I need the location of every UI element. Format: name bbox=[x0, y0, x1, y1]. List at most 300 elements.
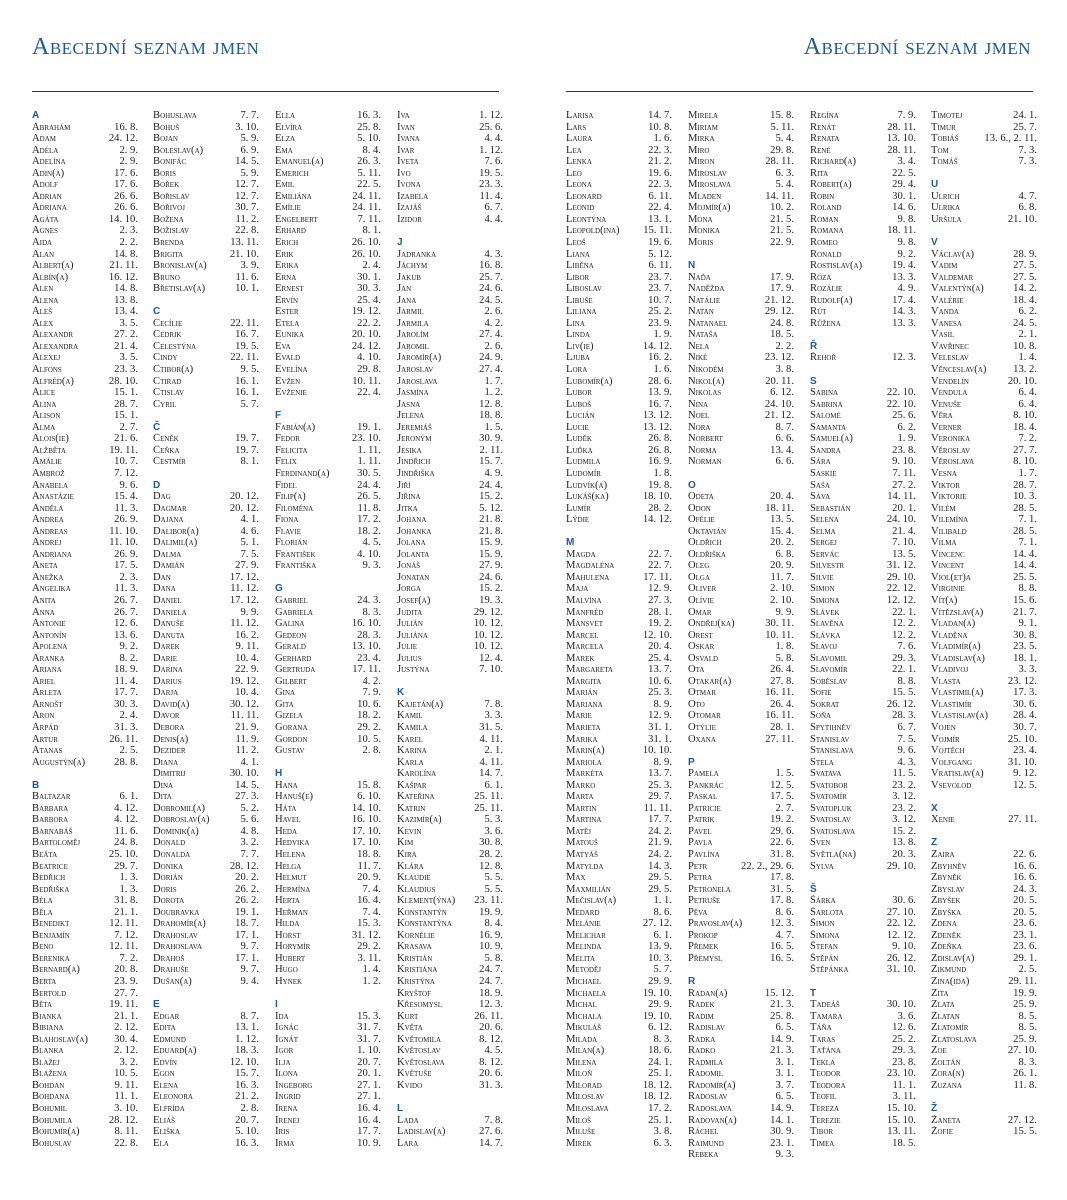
name-text: Vratislav(a) bbox=[931, 768, 984, 780]
name-text: Kryštof bbox=[397, 987, 431, 999]
name-entry bbox=[810, 664, 916, 676]
name-day-date: 20. 10. bbox=[1007, 375, 1037, 387]
name-entry bbox=[275, 653, 381, 665]
name-entry bbox=[688, 849, 794, 861]
name-text: Pamela bbox=[688, 768, 719, 780]
name-day-date: 26. 9. bbox=[114, 514, 138, 526]
name-day-date: 28. 2. bbox=[479, 849, 503, 860]
section-gap bbox=[931, 826, 1037, 838]
name-day-date: 23. 10. bbox=[886, 1068, 916, 1080]
name-text: Fidel bbox=[275, 479, 297, 491]
name-text: Arleta bbox=[32, 687, 62, 699]
name-entry bbox=[397, 456, 503, 468]
name-day-date: 17. 1. bbox=[235, 952, 259, 964]
name-day-date: 19. 7. bbox=[235, 444, 259, 456]
name-entry bbox=[931, 814, 1037, 826]
name-text: Simon bbox=[810, 583, 835, 595]
name-day-date: 21. 6. bbox=[114, 433, 138, 445]
name-day-date: 21. 8. bbox=[479, 525, 503, 537]
name-entry bbox=[566, 145, 672, 157]
name-day-date: 27. 5. bbox=[1013, 260, 1037, 272]
name-entry bbox=[810, 514, 916, 526]
name-day-date: 5. 11. bbox=[357, 167, 381, 179]
name-day-date: 2. 10. bbox=[770, 594, 794, 606]
name-entry bbox=[32, 422, 138, 434]
name-text: Timotej bbox=[931, 110, 963, 121]
section-gap bbox=[688, 249, 794, 261]
name-day-date: 19. 6. bbox=[648, 237, 672, 249]
name-entry bbox=[810, 837, 916, 849]
name-text: Patrik bbox=[688, 814, 715, 826]
name-text: Ilja bbox=[275, 1056, 291, 1068]
name-entry bbox=[275, 214, 381, 226]
name-day-date: 6. 5. bbox=[775, 1091, 794, 1103]
name-day-date: 20. 4. bbox=[770, 491, 794, 503]
name-text: Ignác bbox=[275, 1022, 299, 1034]
name-text: Josef(a) bbox=[397, 594, 431, 606]
name-day-date: 4. 7. bbox=[775, 929, 794, 941]
name-text: Zbyslav bbox=[931, 883, 965, 895]
name-entry bbox=[688, 283, 794, 295]
name-day-date: 18. 8. bbox=[479, 410, 503, 422]
name-entry bbox=[153, 872, 259, 884]
name-day-date: 2. 8. bbox=[362, 745, 381, 757]
name-text: Vsevolod bbox=[931, 779, 972, 791]
name-day-date: 12. 6. bbox=[892, 1022, 916, 1034]
name-text: Sabina bbox=[810, 387, 839, 399]
name-entry bbox=[566, 387, 672, 399]
name-entry bbox=[810, 745, 916, 757]
name-entry bbox=[32, 456, 138, 468]
name-day-date: 19. 2. bbox=[648, 618, 672, 630]
name-day-date: 25. 5. bbox=[1013, 571, 1037, 583]
name-day-date: 17. 7. bbox=[648, 814, 672, 826]
name-text: Matěj bbox=[566, 825, 591, 837]
name-text: Bohumír(a) bbox=[32, 1126, 80, 1138]
name-day-date: 29. 9. bbox=[648, 999, 672, 1011]
name-entry bbox=[397, 329, 503, 341]
name-entry bbox=[566, 941, 672, 953]
name-entry bbox=[931, 122, 1037, 134]
name-entry bbox=[397, 884, 503, 896]
name-day-date: 7. 1. bbox=[1018, 537, 1037, 549]
name-day-date: 24. 9. bbox=[479, 352, 503, 364]
name-day-date: 9. 10. bbox=[892, 941, 916, 953]
name-entry bbox=[810, 249, 916, 261]
name-text: Štěpánka bbox=[810, 964, 849, 976]
name-text: Alexandra bbox=[32, 340, 79, 352]
name-text: Bojan bbox=[153, 133, 178, 145]
name-day-date: 24. 7. bbox=[479, 964, 503, 976]
letter-heading: R bbox=[688, 976, 696, 988]
name-text: Emiliána bbox=[275, 190, 312, 202]
name-day-date: 26. 10. bbox=[351, 248, 381, 260]
name-day-date: 10. 2. bbox=[770, 202, 794, 214]
name-entry bbox=[32, 710, 138, 722]
name-text: Manfréd bbox=[566, 606, 604, 618]
name-entry bbox=[275, 179, 381, 191]
name-text: Zdeněk bbox=[931, 929, 962, 941]
name-text: Vilma bbox=[931, 537, 957, 549]
name-entry bbox=[153, 1022, 259, 1034]
name-entry bbox=[32, 122, 138, 134]
name-text: Věroslav bbox=[931, 444, 971, 456]
name-day-date: 23. 12. bbox=[764, 352, 794, 364]
name-entry bbox=[810, 676, 916, 688]
name-day-date: 22. 9. bbox=[770, 237, 794, 249]
name-text: Hubert bbox=[275, 952, 306, 964]
name-day-date: 20. 3. bbox=[892, 849, 916, 860]
name-text: Vendelín bbox=[931, 375, 969, 387]
name-text: Oto bbox=[688, 698, 705, 710]
name-text: Svatava bbox=[810, 768, 842, 780]
name-day-date: 19. 5. bbox=[479, 167, 503, 179]
name-text: Milena bbox=[566, 1056, 597, 1068]
name-text: Alexandr bbox=[32, 329, 74, 341]
name-text: Zlatomír bbox=[931, 1022, 969, 1034]
name-text: Mojmír(a) bbox=[688, 202, 731, 214]
name-text: Aranka bbox=[32, 652, 65, 664]
name-day-date: 7. 10. bbox=[892, 537, 916, 549]
name-text: Bedřiška bbox=[32, 883, 70, 895]
name-day-date: 29. 5. bbox=[648, 883, 672, 895]
name-text: Ida bbox=[275, 1010, 289, 1022]
name-text: Albert(a) bbox=[32, 260, 74, 272]
name-entry bbox=[931, 329, 1037, 341]
name-text: Soběslav bbox=[810, 675, 848, 687]
name-text: Slávek bbox=[810, 606, 840, 618]
name-day-date: 11. 11. bbox=[643, 802, 672, 814]
name-entry bbox=[32, 757, 138, 769]
name-entry bbox=[397, 318, 503, 330]
name-day-date: 29. 3. bbox=[892, 652, 916, 664]
name-text: Konstantýn bbox=[397, 906, 447, 918]
name-entry bbox=[32, 988, 138, 1000]
name-text: Cedrik bbox=[153, 329, 182, 341]
name-text: Jitka bbox=[397, 502, 418, 514]
name-entry bbox=[32, 1080, 138, 1092]
name-text: Margareta bbox=[566, 664, 613, 676]
name-entry bbox=[566, 791, 672, 803]
name-entry bbox=[397, 699, 503, 711]
name-text: Vojmír bbox=[931, 733, 960, 745]
name-day-date: 15. 2. bbox=[892, 825, 916, 837]
name-text: Donika bbox=[153, 860, 184, 872]
name-text: Vilém bbox=[931, 502, 956, 514]
name-text: Judita bbox=[397, 606, 423, 618]
name-day-date: 8. 10. bbox=[1013, 456, 1037, 468]
name-entry bbox=[397, 214, 503, 226]
name-text: Dominik(a) bbox=[153, 825, 199, 837]
name-entry bbox=[275, 837, 381, 849]
name-text: Adin(a) bbox=[32, 167, 65, 179]
name-entry bbox=[397, 964, 503, 976]
name-text: Ondřej(ka) bbox=[688, 618, 735, 630]
name-text: Adéla bbox=[32, 144, 59, 156]
name-entry bbox=[566, 306, 672, 318]
name-text: Lada bbox=[397, 1114, 419, 1126]
name-entry bbox=[688, 1091, 794, 1103]
name-text: Alma bbox=[32, 421, 56, 433]
name-entry bbox=[397, 387, 503, 399]
name-text: Kristiána bbox=[397, 964, 438, 976]
name-text: Mladen bbox=[688, 190, 722, 202]
name-entry bbox=[275, 341, 381, 353]
name-entry bbox=[397, 1115, 503, 1127]
name-entry bbox=[32, 999, 138, 1011]
name-day-date: 22. 4. bbox=[648, 202, 672, 214]
name-text: Řehoř bbox=[810, 352, 837, 364]
name-day-date: 21. 2. bbox=[235, 1091, 259, 1103]
name-entry bbox=[688, 734, 794, 746]
name-entry bbox=[931, 410, 1037, 422]
name-text: Věroslava bbox=[931, 456, 975, 468]
name-day-date: 26. 6. bbox=[114, 190, 138, 202]
name-day-date: 21. 8. bbox=[479, 514, 503, 526]
name-day-date: 24. 3. bbox=[357, 594, 381, 606]
name-text: Uršula bbox=[931, 213, 962, 225]
name-day-date: 24. 10. bbox=[886, 514, 916, 526]
name-text: Bohumil bbox=[32, 1103, 68, 1115]
name-entry bbox=[810, 1126, 916, 1138]
name-day-date: 28. 12. bbox=[108, 1114, 138, 1126]
name-day-date: 23. 5. bbox=[1013, 641, 1037, 653]
name-entry bbox=[32, 930, 138, 942]
name-text: Bořivoj bbox=[153, 202, 185, 214]
name-day-date: 28. 1. bbox=[648, 606, 672, 618]
name-entry bbox=[397, 872, 503, 884]
name-day-date: 10. 7. bbox=[114, 456, 138, 468]
name-entry bbox=[153, 456, 259, 468]
name-text: Ema bbox=[275, 144, 293, 156]
name-text: Jadranka bbox=[397, 248, 437, 260]
name-day-date: 12. 8. bbox=[479, 860, 503, 872]
name-day-date: 28. 3. bbox=[357, 629, 381, 641]
name-text: René bbox=[810, 144, 831, 156]
name-day-date: 2. 10. bbox=[770, 583, 794, 595]
name-day-date: 6. 12. bbox=[648, 1022, 672, 1034]
name-entry bbox=[153, 964, 259, 976]
name-text: Aida bbox=[32, 237, 53, 249]
name-day-date: 27. 8. bbox=[770, 675, 794, 687]
name-text: Sabrina bbox=[810, 398, 843, 410]
name-entry bbox=[275, 1022, 381, 1034]
name-day-date: 8. 10. bbox=[1013, 410, 1037, 422]
name-day-date: 30. 9. bbox=[770, 1126, 794, 1138]
name-day-date: 19. 1. bbox=[235, 906, 259, 918]
name-text: Darius bbox=[153, 675, 182, 687]
name-day-date: 22. 12. bbox=[886, 918, 916, 930]
name-entry bbox=[810, 757, 916, 769]
name-text: Slávka bbox=[810, 629, 841, 641]
name-entry bbox=[566, 722, 672, 734]
name-text: Tibor bbox=[810, 1126, 834, 1138]
name-text: Anna bbox=[32, 606, 55, 618]
name-day-date: 4. 12. bbox=[114, 802, 138, 814]
name-text: Liliana bbox=[566, 306, 597, 318]
name-entry bbox=[275, 133, 381, 145]
name-day-date: 10. 1. bbox=[235, 283, 259, 295]
name-entry bbox=[688, 768, 794, 780]
name-day-date: 22. 1. bbox=[892, 606, 916, 618]
name-day-date: 5. 5. bbox=[484, 872, 503, 884]
name-text: Světla(na) bbox=[810, 849, 856, 860]
name-entry bbox=[688, 156, 794, 168]
name-day-date: 11. 10. bbox=[109, 537, 138, 549]
name-text: Otakar(a) bbox=[688, 675, 732, 687]
name-text: Béla bbox=[32, 895, 53, 907]
name-day-date: 5. 12. bbox=[479, 502, 503, 514]
name-text: Gita bbox=[275, 698, 294, 710]
name-day-date: 2. 11. bbox=[479, 444, 503, 456]
name-text: Slavoj bbox=[810, 641, 838, 653]
name-entry bbox=[931, 884, 1037, 896]
name-day-date: 26. 4. bbox=[770, 664, 794, 676]
name-day-date: 2. 8. bbox=[240, 1103, 259, 1115]
name-entry bbox=[397, 537, 503, 549]
name-entry bbox=[688, 364, 794, 376]
section-gap bbox=[153, 468, 259, 480]
name-entry bbox=[32, 722, 138, 734]
name-entry bbox=[566, 907, 672, 919]
name-text: Saša bbox=[810, 479, 830, 491]
name-entry bbox=[810, 468, 916, 480]
name-day-date: 10. 8. bbox=[1013, 340, 1037, 352]
name-entry bbox=[275, 734, 381, 746]
name-entry bbox=[688, 895, 794, 907]
name-text: Orest bbox=[688, 629, 713, 641]
name-entry bbox=[688, 1138, 794, 1150]
name-text: Karolína bbox=[397, 768, 437, 780]
name-text: Anastázie bbox=[32, 491, 74, 503]
name-text: Adriana bbox=[32, 202, 67, 214]
name-entry bbox=[688, 814, 794, 826]
name-text: Kristián bbox=[397, 952, 433, 964]
name-day-date: 14. 6. bbox=[892, 202, 916, 214]
section-gap bbox=[153, 295, 259, 307]
name-day-date: 4. 10. bbox=[357, 352, 381, 364]
name-text: Luboš bbox=[566, 398, 592, 410]
name-day-date: 2. 4. bbox=[362, 260, 381, 272]
name-entry bbox=[566, 549, 672, 561]
name-day-date: 28. 8. bbox=[114, 756, 138, 768]
name-entry bbox=[153, 791, 259, 803]
name-text: Donald bbox=[153, 837, 186, 849]
name-day-date: 30. 9. bbox=[479, 433, 503, 445]
name-text: Metoděj bbox=[566, 964, 601, 976]
name-day-date: 1. 2. bbox=[362, 976, 381, 988]
name-text: Rita bbox=[810, 167, 829, 179]
name-day-date: 26. 9. bbox=[114, 548, 138, 560]
name-entry bbox=[397, 283, 503, 295]
letter-heading: D bbox=[153, 479, 161, 491]
name-text: Magdaléna bbox=[566, 560, 615, 572]
name-day-date: 30. 8. bbox=[1013, 629, 1037, 641]
name-text: Elfrída bbox=[153, 1103, 185, 1115]
name-day-date: 29. 1. bbox=[1013, 952, 1037, 964]
name-day-date: 11. 10. bbox=[109, 525, 138, 537]
name-day-date: 5. 7. bbox=[653, 964, 672, 976]
name-text: Květoslav bbox=[397, 1045, 441, 1057]
name-text: Margita bbox=[566, 675, 602, 687]
name-day-date: 7. 7. bbox=[240, 110, 259, 121]
name-entry bbox=[32, 964, 138, 976]
name-entry bbox=[931, 387, 1037, 399]
name-day-date: 29. 3. bbox=[892, 1045, 916, 1057]
name-text: Antonín bbox=[32, 629, 67, 641]
name-entry bbox=[931, 399, 1037, 411]
letter-heading: P bbox=[688, 756, 695, 768]
name-entry bbox=[32, 699, 138, 711]
name-day-date: 1. 3. bbox=[119, 883, 138, 895]
name-text: Pankrác bbox=[688, 779, 724, 791]
name-text: Františka bbox=[275, 560, 317, 572]
name-day-date: 6. 1. bbox=[119, 791, 138, 803]
name-day-date: 7. 12. bbox=[114, 467, 138, 479]
name-entry bbox=[810, 225, 916, 237]
name-text: Ctislav bbox=[153, 387, 185, 399]
name-day-date: 13. 7. bbox=[648, 664, 672, 676]
name-day-date: 24. 7. bbox=[479, 976, 503, 988]
name-day-date: 26. 12. bbox=[886, 698, 916, 710]
name-text: Michael bbox=[566, 976, 602, 988]
name-entry bbox=[153, 803, 259, 815]
name-text: Felicita bbox=[275, 444, 308, 456]
name-text: Miloš bbox=[566, 1114, 591, 1126]
name-day-date: 13. 11. bbox=[230, 237, 259, 249]
name-entry bbox=[275, 1103, 381, 1115]
name-entry bbox=[153, 237, 259, 249]
name-day-date: 31. 10. bbox=[886, 964, 916, 976]
name-entry bbox=[566, 422, 672, 434]
name-day-date: 27. 9. bbox=[235, 560, 259, 572]
name-text: Vlastislav(a) bbox=[931, 710, 988, 722]
name-day-date: 17. 12. bbox=[229, 571, 259, 583]
name-text: Zdeňka bbox=[931, 941, 962, 953]
name-day-date: 4. 2. bbox=[362, 675, 381, 687]
name-day-date: 31. 3. bbox=[479, 1079, 503, 1091]
name-entry bbox=[397, 814, 503, 826]
name-entry bbox=[688, 133, 794, 145]
name-entry bbox=[566, 757, 672, 769]
name-day-date: 19. 11. bbox=[109, 444, 138, 456]
name-entry bbox=[275, 1011, 381, 1023]
name-entry bbox=[153, 179, 259, 191]
name-text: Bonifác bbox=[153, 156, 187, 168]
name-text: Pavel bbox=[688, 825, 712, 837]
name-text: Artur bbox=[32, 733, 58, 745]
name-day-date: 17. 12. bbox=[229, 594, 259, 606]
name-text: Kajetán(a) bbox=[397, 698, 444, 710]
name-entry bbox=[32, 1045, 138, 1057]
name-day-date: 11. 2. bbox=[235, 745, 259, 757]
name-day-date: 7. 4. bbox=[362, 906, 381, 918]
letter-heading: O bbox=[688, 479, 696, 491]
name-text: Petra bbox=[688, 872, 713, 884]
name-day-date: 21. 10. bbox=[1007, 213, 1037, 225]
name-day-date: 13. 6., 2. 11. bbox=[984, 133, 1037, 145]
name-entry bbox=[810, 964, 916, 976]
name-day-date: 26. 8. bbox=[648, 433, 672, 445]
name-day-date: 21. 10. bbox=[229, 248, 259, 260]
name-text: Melita bbox=[566, 952, 596, 964]
name-entry bbox=[810, 999, 916, 1011]
name-day-date: 25. 4. bbox=[648, 652, 672, 664]
name-entry bbox=[32, 895, 138, 907]
name-text: Radek bbox=[688, 999, 715, 1011]
name-day-date: 30. 7. bbox=[235, 202, 259, 214]
letter-heading: E bbox=[153, 999, 160, 1011]
